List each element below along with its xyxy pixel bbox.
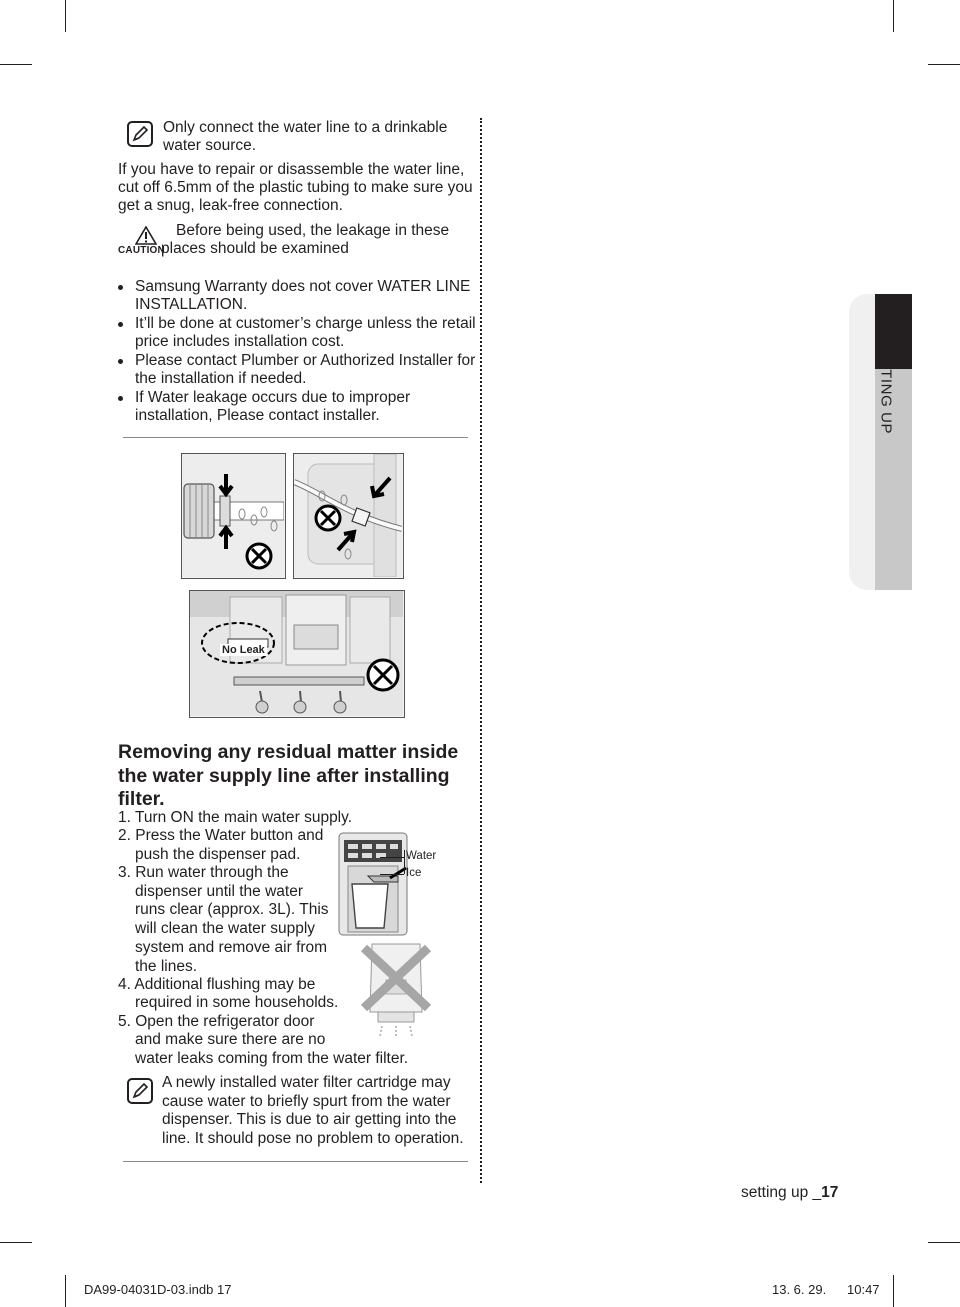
leader-line	[404, 850, 405, 874]
footer-time: 10:47	[847, 1282, 880, 1297]
leader-line	[380, 857, 404, 858]
step-text-line: system and remove air from	[135, 939, 328, 956]
section-rule	[123, 1161, 468, 1162]
bullet	[118, 359, 123, 364]
caution-text-line: Before being used, the leakage in these	[176, 222, 450, 239]
no-leak-label: No Leak	[222, 644, 265, 656]
note-text-line: A newly installed water filter cartridge may	[162, 1074, 451, 1091]
bullet-text-line: price includes installation cost.	[135, 333, 345, 350]
bullet-text-line: installation, Please contact installer.	[135, 407, 380, 424]
bullet	[118, 285, 123, 290]
chapter-tab-curve	[849, 294, 875, 590]
crop-mark	[893, 0, 894, 32]
note-text-line: Only connect the water line to a drinkable	[163, 119, 448, 136]
refrigerator-leak-figure	[189, 590, 405, 718]
repair-text-line: get a snug, leak-free connection.	[118, 197, 343, 214]
bullet	[118, 322, 123, 327]
bullet-text-line: the installation if needed.	[135, 370, 307, 387]
crop-mark	[0, 64, 32, 65]
footer-file: DA99-04031D-03.indb 17	[84, 1282, 232, 1297]
chapter-tab-text: 01 SETTING UP	[877, 315, 895, 435]
step-text-line: the lines.	[135, 958, 198, 975]
page-label	[741, 1184, 838, 1202]
connector-leak-figure	[293, 453, 404, 579]
repair-text-line: If you have to repair or disassemble the water line,	[118, 161, 465, 178]
note-text-line: cause water to briefly spurt from the water	[162, 1093, 451, 1110]
caution-label: CAUTION	[118, 245, 165, 256]
bullet-text-line: Samsung Warranty does not cover WATER LINE	[135, 278, 471, 295]
water-label: Water	[406, 850, 437, 862]
bullet-text-line: INSTALLATION.	[135, 296, 248, 313]
repair-text-line: cut off 6.5mm of the plastic tubing to make sure you	[118, 179, 473, 196]
section-rule	[123, 437, 468, 438]
note-pencil-icon	[127, 1078, 153, 1104]
bullet-text-line: Please contact Plumber or Authorized Installer for	[135, 352, 476, 369]
crop-mark	[0, 1242, 32, 1243]
ice-label: Ice	[406, 867, 422, 879]
step-text-line: 3. Run water through the	[118, 864, 289, 881]
step-text-line: runs clear (approx. 3L). This	[135, 901, 329, 918]
page-number: 17	[821, 1184, 839, 1201]
step-text-line: and make sure there are no	[135, 1031, 326, 1048]
fitting-leak-figure	[181, 453, 286, 579]
step-text-line: water leaks coming from the water filter.	[135, 1050, 409, 1067]
crop-mark	[928, 64, 960, 65]
column-divider	[480, 118, 482, 1183]
crop-mark	[893, 1275, 894, 1307]
note-text-line: line. It should pose no problem to operation.	[162, 1130, 464, 1147]
step-text-line: 5. Open the refrigerator door	[118, 1013, 315, 1030]
caution-text-line: places should be examined	[161, 240, 349, 257]
bullet-text-line: If Water leakage occurs due to improper	[135, 389, 411, 406]
leader-line	[380, 874, 404, 875]
filter-prohibited-figure	[358, 938, 434, 1042]
step-text-line: 2. Press the Water button and	[118, 827, 324, 844]
footer-date: 13. 6. 29.	[772, 1282, 827, 1297]
step-text-line: 4. Additional flushing may be	[118, 976, 316, 993]
crop-mark	[928, 1242, 960, 1243]
crop-mark	[65, 1275, 66, 1307]
note-text-line: dispenser. This is due to air getting into the	[162, 1111, 457, 1128]
step-text-line: will clean the water supply	[135, 920, 316, 937]
note-text-line: water source.	[163, 137, 257, 154]
crop-mark	[65, 0, 66, 32]
note-pencil-icon	[127, 121, 153, 147]
step-text-line: push the dispenser pad.	[135, 846, 301, 863]
bullet	[118, 396, 123, 401]
step-text-line: 1. Turn ON the main water supply.	[118, 809, 353, 826]
section-heading: Removing any residual matter inside the water supply line after installing filter.	[118, 741, 459, 810]
step-text-line: dispenser until the water	[135, 883, 304, 900]
step-text-line: required in some households.	[135, 994, 339, 1011]
page-label-prefix: setting up _	[741, 1184, 822, 1201]
dispenser-figure	[338, 832, 410, 937]
bullet-text-line: It’ll be done at customer’s charge unless the retail	[135, 315, 476, 332]
